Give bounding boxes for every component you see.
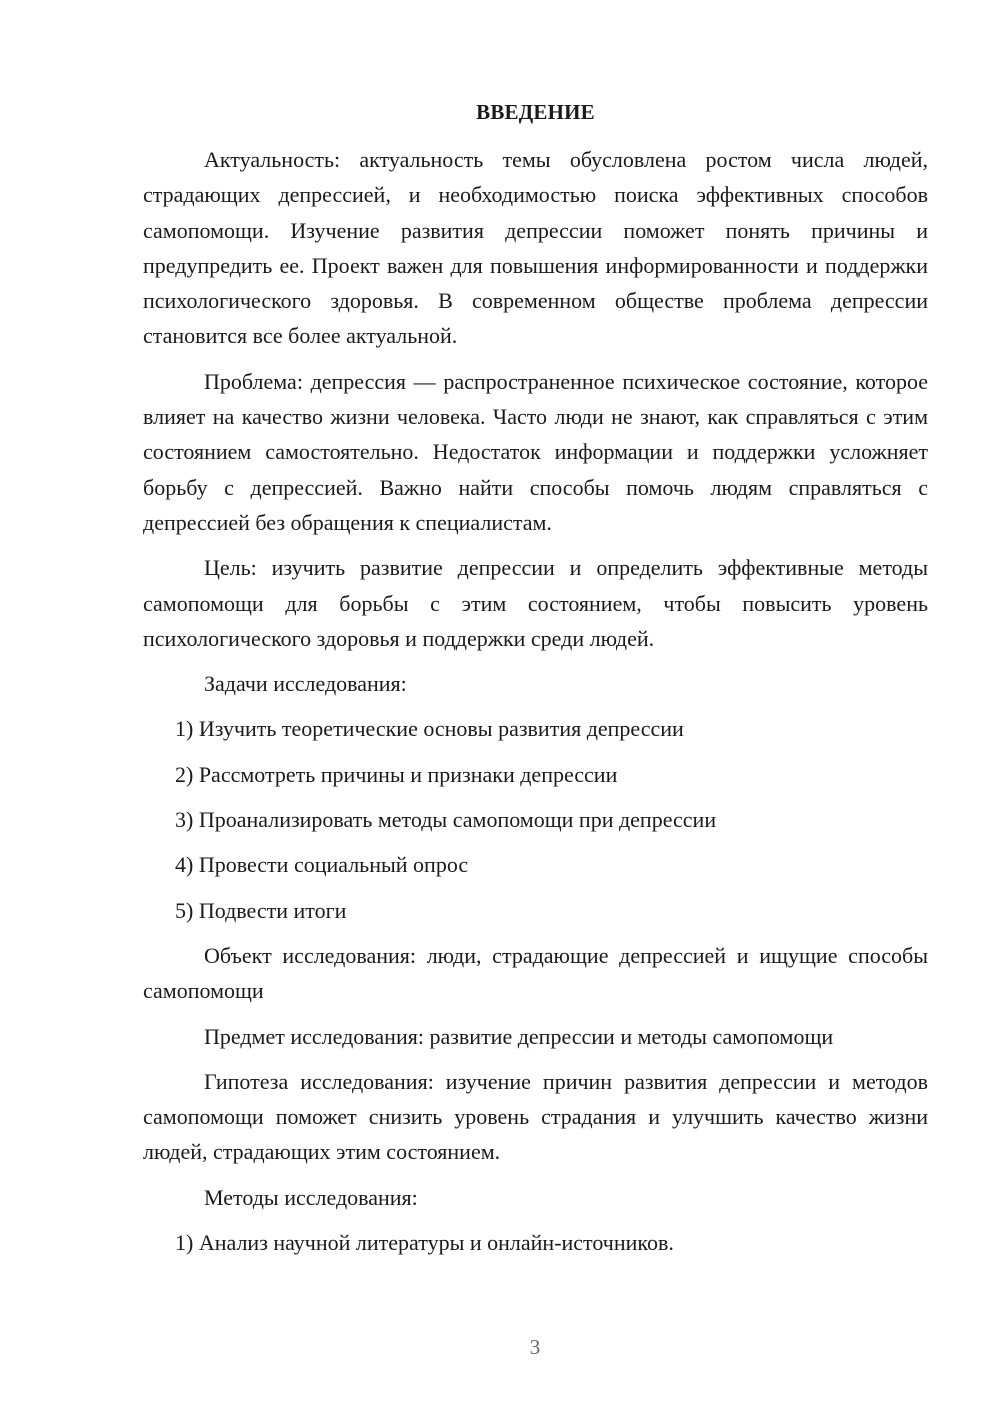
page-number: 3 [529,1335,541,1359]
tasks-heading: Задачи исследования: [204,671,407,697]
tasks-list [143,711,928,927]
list-item: 2) Рассмотреть причины и признаки депрессии [175,761,618,787]
hypothesis-paragraph: Гипотеза исследования: изучение причин развития депрессии и методов самопомощи поможет снизить уровень страдания и улучшить качество жизни людей, страдающих этим состоянием. [143,1068,928,1165]
methods-list [143,1225,928,1260]
relevance-paragraph: Актуальность: актуальность темы обусловлена ростом числа людей, страдающих депрессией, и необходимостью поиска эффективных способов самопомощи. Изучение развития депрессии поможет понять причины и предупредить ее. Проект важен для повышения информированности и поддержки психологического здоровья. В современном обществе проблема депрессии становится все более актуальной. [143,147,928,349]
goal-paragraph: Цель: изучить развитие депрессии и определить эффективные методы самопомощи для борьбы с этим состоянием, чтобы повысить уровень психологического здоровья и поддержки среди людей. [143,555,928,651]
document-body [143,142,928,1270]
object-paragraph: Объект исследования: люди, страдающие депрессией и ищущие способы самопомощи [143,942,928,1004]
methods-heading: Методы исследования: [204,1184,418,1210]
page-title: ВВЕДЕНИЕ [476,100,595,124]
list-item: 5) Подвести итоги [175,897,347,923]
list-item: 1) Анализ научной литературы и онлайн-источников. [175,1230,674,1256]
problem-paragraph: Проблема: депрессия — распространенное психическое состояние, которое влияет на качество жизни человека. Часто люди не знают, как справляться с этим состоянием самостоятельно. Недостаток информации и поддержки усложняет борьбу с депрессией. Важно найти способы помочь людям справляться с депрессией без обращения к специалистам. [143,368,928,535]
list-item: 3) Проанализировать методы самопомощи при депрессии [175,807,717,833]
list-item: 4) Провести социальный опрос [175,852,469,878]
list-item: 1) Изучить теоретические основы развития депрессии [175,716,684,742]
subject-paragraph: Предмет исследования: развитие депрессии и методы самопомощи [204,1023,834,1049]
